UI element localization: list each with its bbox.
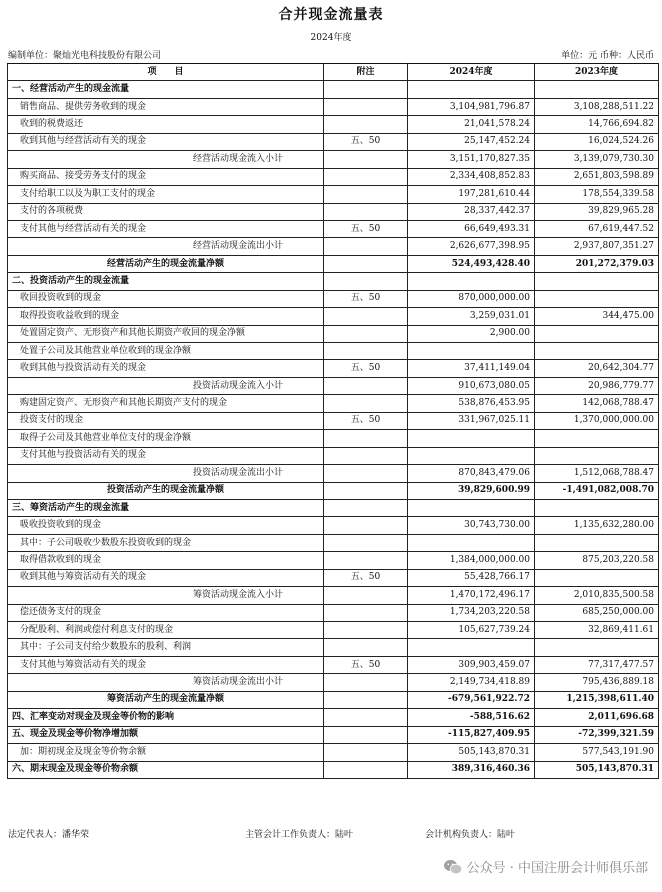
row-value-2024: 55,428,766.17 — [408, 569, 535, 586]
row-value-2023: 16,024,524.26 — [535, 133, 659, 150]
row-value-2024: 910,673,080.05 — [408, 377, 535, 394]
row-label: 取得投资收益收到的现金 — [8, 308, 324, 325]
row-value-2024: 2,334,408,852.83 — [408, 168, 535, 185]
row-label: 支付其他与筹资活动有关的现金 — [8, 656, 324, 673]
row-note — [324, 534, 408, 551]
row-note — [324, 308, 408, 325]
row-note — [324, 465, 408, 482]
header-2023: 2023年度 — [535, 64, 659, 81]
row-label: 一、经营活动产生的现金流量 — [8, 81, 324, 98]
row-value-2023 — [535, 569, 659, 586]
row-note — [324, 325, 408, 342]
row-note — [324, 81, 408, 98]
row-value-2023 — [535, 639, 659, 656]
row-label: 四、汇率变动对现金及现金等价物的影响 — [8, 709, 324, 726]
row-value-2024: 37,411,149.04 — [408, 360, 535, 377]
row-label: 分配股利、利润或偿付利息支付的现金 — [8, 622, 324, 639]
row-value-2023 — [535, 343, 659, 360]
row-value-2023: -72,399,321.59 — [535, 726, 659, 743]
row-note — [324, 587, 408, 604]
row-note — [324, 499, 408, 516]
table-row — [8, 674, 659, 691]
row-value-2024: 3,259,031.01 — [408, 308, 535, 325]
row-value-2024: 538,876,453.95 — [408, 395, 535, 412]
row-value-2023 — [535, 447, 659, 464]
row-label: 处置固定资产、无形资产和其他长期资产收回的现金净额 — [8, 325, 324, 342]
currency-unit: 单位：元 币种：人民币 — [561, 51, 654, 61]
table-row — [8, 482, 659, 499]
table-row — [8, 499, 659, 516]
row-value-2024: 21,041,578.24 — [408, 116, 535, 133]
row-value-2023 — [535, 499, 659, 516]
row-note: 五、50 — [324, 412, 408, 429]
row-value-2023 — [535, 290, 659, 307]
table-header-row — [8, 64, 659, 81]
row-value-2024: 505,143,870.31 — [408, 744, 535, 761]
row-note — [324, 238, 408, 255]
row-value-2024: 1,384,000,000.00 — [408, 552, 535, 569]
header-item: 项 目 — [8, 64, 324, 81]
row-value-2023: 178,554,339.58 — [535, 186, 659, 203]
row-label: 支付其他与投资活动有关的现金 — [8, 447, 324, 464]
row-note — [324, 255, 408, 272]
watermark — [443, 857, 648, 876]
table-row — [8, 552, 659, 569]
row-label: 支付其他与经营活动有关的现金 — [8, 220, 324, 237]
row-note — [324, 203, 408, 220]
row-value-2024 — [408, 273, 535, 290]
row-value-2023: 39,829,965.28 — [535, 203, 659, 220]
table-row — [8, 465, 659, 482]
row-label: 购建固定资产、无形资产和其他长期资产支付的现金 — [8, 395, 324, 412]
row-label: 加：期初现金及现金等价物余额 — [8, 744, 324, 761]
row-note — [324, 744, 408, 761]
company-name: 编制单位：聚灿光电科技股份有限公司 — [8, 51, 162, 61]
row-value-2024: 28,337,442.37 — [408, 203, 535, 220]
row-note — [324, 639, 408, 656]
row-value-2024: 870,843,479.06 — [408, 465, 535, 482]
table-row — [8, 203, 659, 220]
row-value-2024: 870,000,000.00 — [408, 290, 535, 307]
table-row — [8, 639, 659, 656]
row-label: 收到其他与投资活动有关的现金 — [8, 360, 324, 377]
row-value-2023 — [535, 325, 659, 342]
table-row — [8, 81, 659, 98]
table-row — [8, 308, 659, 325]
row-value-2023: 201,272,379.03 — [535, 255, 659, 272]
row-note — [324, 691, 408, 708]
row-value-2024: 25,147,452.24 — [408, 133, 535, 150]
table-row — [8, 517, 659, 534]
table-row — [8, 622, 659, 639]
row-value-2023: 1,215,398,611.40 — [535, 691, 659, 708]
table-row — [8, 151, 659, 168]
row-value-2023: 20,986,779.77 — [535, 377, 659, 394]
row-label: 投资活动现金流出小计 — [8, 465, 324, 482]
row-note — [324, 726, 408, 743]
row-value-2024: 2,149,734,418.89 — [408, 674, 535, 691]
row-note — [324, 377, 408, 394]
row-label: 其中：子公司吸收少数股东投资收到的现金 — [8, 534, 324, 551]
watermark-text: 公众号 · 中国注册会计师俱乐部 — [466, 861, 648, 876]
row-value-2023: 1,135,632,280.00 — [535, 517, 659, 534]
row-note — [324, 517, 408, 534]
row-value-2024: 1,470,172,496.17 — [408, 587, 535, 604]
row-label: 经营活动产生的现金流量净额 — [8, 255, 324, 272]
row-note — [324, 761, 408, 778]
row-value-2024: 309,903,459.07 — [408, 656, 535, 673]
row-label: 偿还债务支付的现金 — [8, 604, 324, 621]
table-row — [8, 395, 659, 412]
table-row — [8, 343, 659, 360]
table-row — [8, 412, 659, 429]
row-value-2023: 875,203,220.58 — [535, 552, 659, 569]
table-row — [8, 360, 659, 377]
row-value-2024: -679,561,922.72 — [408, 691, 535, 708]
legal-representative: 法定代表人：潘华荣 — [8, 830, 90, 840]
row-label: 取得子公司及其他营业单位支付的现金净额 — [8, 430, 324, 447]
table-row — [8, 168, 659, 185]
row-value-2024: -115,827,409.95 — [408, 726, 535, 743]
row-value-2024 — [408, 534, 535, 551]
row-value-2023: 344,475.00 — [535, 308, 659, 325]
row-note — [324, 430, 408, 447]
row-value-2024: 2,900.00 — [408, 325, 535, 342]
row-value-2024: 1,734,203,220.58 — [408, 604, 535, 621]
row-note — [324, 186, 408, 203]
row-value-2024: 66,649,493.31 — [408, 220, 535, 237]
row-value-2023 — [535, 273, 659, 290]
table-row — [8, 238, 659, 255]
table-row — [8, 377, 659, 394]
table-row — [8, 761, 659, 778]
row-label: 投资活动现金流入小计 — [8, 377, 324, 394]
table-row — [8, 133, 659, 150]
row-label: 六、期末现金及现金等价物余额 — [8, 761, 324, 778]
row-value-2023: 3,139,079,730.30 — [535, 151, 659, 168]
table-row — [8, 325, 659, 342]
row-value-2024: 30,743,730.00 — [408, 517, 535, 534]
table-body — [8, 81, 659, 779]
row-label: 二、投资活动产生的现金流量 — [8, 273, 324, 290]
table-row — [8, 604, 659, 621]
row-note: 五、50 — [324, 656, 408, 673]
row-value-2023: -1,491,082,008.70 — [535, 482, 659, 499]
row-label: 支付的各项税费 — [8, 203, 324, 220]
row-value-2024: 2,626,677,398.95 — [408, 238, 535, 255]
row-label: 支付给职工以及为职工支付的现金 — [8, 186, 324, 203]
row-note — [324, 343, 408, 360]
row-value-2023: 505,143,870.31 — [535, 761, 659, 778]
row-note — [324, 395, 408, 412]
table-row — [8, 691, 659, 708]
row-label: 取得借款收到的现金 — [8, 552, 324, 569]
table-row — [8, 587, 659, 604]
row-value-2023: 795,436,889.18 — [535, 674, 659, 691]
row-value-2023: 577,543,191.90 — [535, 744, 659, 761]
row-note — [324, 482, 408, 499]
row-label: 其中：子公司支付给少数股东的股利、利润 — [8, 639, 324, 656]
row-label: 经营活动现金流入小计 — [8, 151, 324, 168]
table-row — [8, 255, 659, 272]
row-value-2024: 3,151,170,827.35 — [408, 151, 535, 168]
table-row — [8, 447, 659, 464]
row-label: 收回投资收到的现金 — [8, 290, 324, 307]
header-note: 附注 — [324, 64, 408, 81]
row-label: 筹资活动现金流出小计 — [8, 674, 324, 691]
table-row — [8, 709, 659, 726]
cash-flow-table — [7, 63, 659, 779]
row-note: 五、50 — [324, 220, 408, 237]
header-2024: 2024年度 — [408, 64, 535, 81]
row-note — [324, 622, 408, 639]
row-value-2023: 77,317,477.57 — [535, 656, 659, 673]
row-note: 五、50 — [324, 360, 408, 377]
row-value-2024: 3,104,981,796.87 — [408, 98, 535, 115]
row-label: 收到其他与筹资活动有关的现金 — [8, 569, 324, 586]
row-value-2024 — [408, 430, 535, 447]
table-row — [8, 534, 659, 551]
table-row — [8, 290, 659, 307]
row-value-2023: 3,108,288,511.22 — [535, 98, 659, 115]
row-value-2023: 2,937,807,351.27 — [535, 238, 659, 255]
row-note: 五、50 — [324, 133, 408, 150]
row-label: 销售商品、提供劳务收到的现金 — [8, 98, 324, 115]
row-value-2023: 1,512,068,788.47 — [535, 465, 659, 482]
row-value-2023 — [535, 430, 659, 447]
row-value-2023: 142,068,788.47 — [535, 395, 659, 412]
wechat-icon — [443, 859, 463, 875]
row-value-2024: 331,967,025.11 — [408, 412, 535, 429]
row-note — [324, 151, 408, 168]
row-label: 处置子公司及其他营业单位收到的现金净额 — [8, 343, 324, 360]
table-row — [8, 430, 659, 447]
table-row — [8, 569, 659, 586]
row-label: 投资支付的现金 — [8, 412, 324, 429]
row-value-2024: 197,281,610.44 — [408, 186, 535, 203]
row-note — [324, 273, 408, 290]
row-label: 投资活动产生的现金流量净额 — [8, 482, 324, 499]
table-row — [8, 273, 659, 290]
table-row — [8, 744, 659, 761]
row-label: 经营活动现金流出小计 — [8, 238, 324, 255]
row-value-2024 — [408, 343, 535, 360]
row-value-2024 — [408, 81, 535, 98]
row-note — [324, 98, 408, 115]
row-value-2023: 2,651,803,598.89 — [535, 168, 659, 185]
row-label: 三、筹资活动产生的现金流量 — [8, 499, 324, 516]
row-note — [324, 116, 408, 133]
row-label: 筹资活动现金流入小计 — [8, 587, 324, 604]
table-row — [8, 220, 659, 237]
row-value-2024 — [408, 639, 535, 656]
row-value-2024 — [408, 499, 535, 516]
row-note — [324, 552, 408, 569]
row-value-2023 — [535, 534, 659, 551]
row-value-2024: 39,829,600.99 — [408, 482, 535, 499]
row-note: 五、50 — [324, 569, 408, 586]
row-label: 五、现金及现金等价物净增加额 — [8, 726, 324, 743]
row-note — [324, 168, 408, 185]
row-label: 筹资活动产生的现金流量净额 — [8, 691, 324, 708]
row-value-2024 — [408, 447, 535, 464]
row-value-2023: 2,010,835,500.58 — [535, 587, 659, 604]
report-year: 2024年度 — [310, 33, 352, 43]
report-title: 合并现金流量表 — [278, 7, 384, 23]
row-value-2023 — [535, 81, 659, 98]
row-value-2023: 20,642,304.77 — [535, 360, 659, 377]
row-value-2024: 105,627,739.24 — [408, 622, 535, 639]
row-note — [324, 674, 408, 691]
table-row — [8, 656, 659, 673]
accounting-dept-head: 会计机构负责人：陆叶 — [425, 830, 516, 840]
row-value-2024: 389,316,460.36 — [408, 761, 535, 778]
row-value-2023: 2,011,696.68 — [535, 709, 659, 726]
table-row — [8, 98, 659, 115]
row-label: 收到其他与经营活动有关的现金 — [8, 133, 324, 150]
table-row — [8, 186, 659, 203]
table-row — [8, 726, 659, 743]
row-note — [324, 604, 408, 621]
table-row — [8, 116, 659, 133]
row-note: 五、50 — [324, 290, 408, 307]
row-value-2024: -588,516.62 — [408, 709, 535, 726]
row-label: 收到的税费返还 — [8, 116, 324, 133]
row-note — [324, 709, 408, 726]
row-value-2023: 32,869,411.61 — [535, 622, 659, 639]
accounting-head: 主管会计工作负责人：陆叶 — [245, 830, 354, 840]
row-label: 吸收投资收到的现金 — [8, 517, 324, 534]
row-value-2023: 14,766,694.82 — [535, 116, 659, 133]
row-note — [324, 447, 408, 464]
row-label: 购买商品、接受劳务支付的现金 — [8, 168, 324, 185]
row-value-2024: 524,493,428.40 — [408, 255, 535, 272]
row-value-2023: 685,250,000.00 — [535, 604, 659, 621]
row-value-2023: 1,370,000,000.00 — [535, 412, 659, 429]
row-value-2023: 67,619,447.52 — [535, 220, 659, 237]
